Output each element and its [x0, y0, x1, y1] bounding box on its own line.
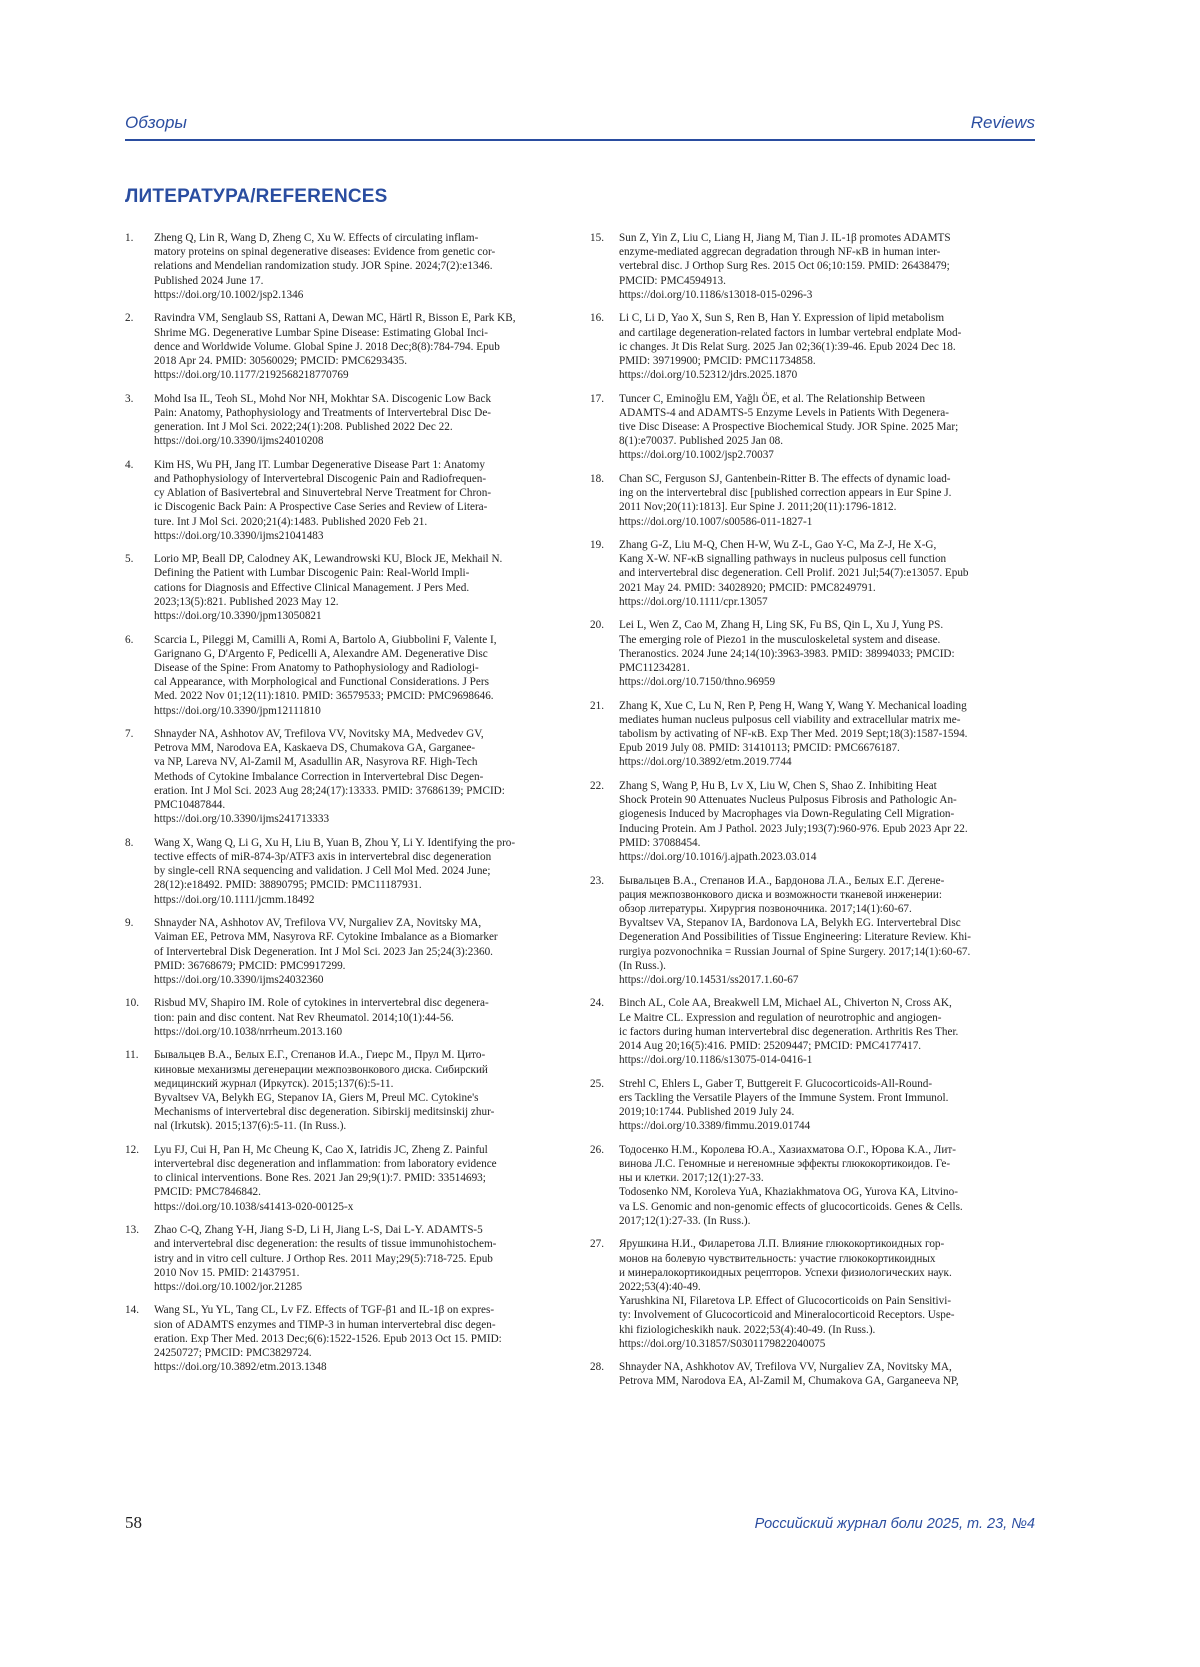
reference-line: Zhang K, Xue C, Lu N, Ren P, Peng H, Wang Y, Wang Y. Mechanical loading: [619, 699, 967, 712]
reference-line: to clinical interventions. Bone Res. 2021 Jan 29;9(1):7. PMID: 33514693;: [154, 1172, 486, 1185]
reference-line: https://doi.org/10.3390/ijms21041483: [154, 529, 324, 542]
reference-number: 10.: [125, 997, 139, 1010]
reference-line: Med. 2022 Nov 01;12(11):1810. PMID: 36579533; PMCID: PMC9698646.: [154, 690, 494, 703]
reference-line: Kim HS, Wu PH, Jang IT. Lumbar Degenerative Disease Part 1: Anatomy: [154, 458, 485, 471]
reference-line: khi fiziologicheskikh nauk. 2022;53(4):40-49. (In Russ.).: [619, 1323, 876, 1336]
reference-text: [154, 311, 570, 382]
reference-line: https://doi.org/10.3390/ijms24032360: [154, 973, 324, 986]
reference-item: [590, 1237, 1035, 1351]
reference-number: 15.: [590, 232, 604, 244]
reference-line: https://doi.org/10.31857/S0301179822040075: [619, 1337, 826, 1350]
reference-line: nal (Irkutsk). 2015;137(6):5-11. (In Russ.).: [154, 1120, 347, 1133]
reference-line: PMID: 36768679; PMCID: PMC9917299.: [154, 959, 346, 972]
reference-number: 2.: [125, 312, 134, 325]
reference-text: [619, 1237, 1035, 1351]
reference-line: и минералокортикоидных рецепторов. Успехи физиологических наук.: [619, 1266, 952, 1279]
reference-line: intervertebral disc degeneration and inflammation: from laboratory evidence: [154, 1158, 497, 1171]
reference-number: 3.: [125, 392, 134, 405]
reference-line: generation. Int J Mol Sci. 2022;24(1):208. Published 2022 Dec 22.: [154, 421, 453, 434]
reference-text: [619, 538, 1035, 609]
references-heading: ЛИТЕРАТУРА/REFERENCES: [125, 186, 388, 207]
reference-text: [619, 874, 1035, 988]
reference-text: [619, 1360, 1035, 1388]
reference-line: Theranostics. 2024 June 24;14(10):3963-3983. PMID: 38994033; PMCID:: [619, 647, 955, 660]
reference-line: Chan SC, Ferguson SJ, Gantenbein-Ritter B. The effects of dynamic load-: [619, 472, 951, 485]
reference-line: and Pathophysiology of Intervertebral Discogenic Pain and Radiofrequen-: [154, 472, 487, 485]
reference-line: https://doi.org/10.7150/thno.96959: [619, 676, 776, 689]
reference-item: [125, 1303, 570, 1374]
reference-item: [125, 392, 570, 449]
reference-line: https://doi.org/10.3390/jpm12111810: [154, 704, 321, 717]
reference-line: 2014 Aug 20;16(5):416. PMID: 25209447; PMCID: PMC4177417.: [619, 1040, 922, 1053]
reference-number: 11.: [125, 1049, 139, 1062]
reference-number: 17.: [590, 392, 604, 405]
section-label-en: Reviews: [970, 113, 1035, 132]
reference-line: Lyu FJ, Cui H, Pan H, Mc Cheung K, Cao X, Iatridis JC, Zheng Z. Painful: [154, 1143, 488, 1156]
reference-line: винова Л.С. Геномные и негеномные эффекты глюкокортикоидов. Ге-: [619, 1158, 951, 1171]
reference-text: [619, 1143, 1035, 1228]
reference-line: Shnayder NA, Ashhotov AV, Trefilova VV, Novitsky MA, Medvedev GV,: [154, 728, 484, 741]
reference-line: https://doi.org/10.52312/jdrs.2025.1870: [619, 369, 798, 382]
reference-line: https://doi.org/10.3390/jpm13050821: [154, 610, 322, 623]
reference-line: 2023;13(5):821. Published 2023 May 12.: [154, 595, 339, 608]
reference-line: Zhang S, Wang P, Hu B, Lv X, Liu W, Chen S, Shao Z. Inhibiting Heat: [619, 779, 937, 792]
reference-text: [619, 472, 1035, 529]
reference-line: Zhang G-Z, Liu M-Q, Chen H-W, Wu Z-L, Gao Y-C, Ma Z-J, He X-G,: [619, 539, 937, 552]
reference-line: Le Maitre CL. Expression and regulation of neurotrophic and angiogen-: [619, 1011, 942, 1024]
reference-line: Degeneration And Possibilities of Tissue Engineering: Literature Review. Khi-: [619, 931, 971, 944]
reference-line: Epub 2019 July 08. PMID: 31410113; PMCID: PMC6676187.: [619, 742, 900, 755]
reference-text: [154, 1048, 570, 1133]
page-footer: [125, 1513, 1035, 1533]
reference-line: eration. Exp Ther Med. 2013 Dec;6(6):1522-1526. Epub 2013 Oct 15. PMID:: [154, 1332, 502, 1345]
reference-line: cations for Diagnosis and Effective Clinical Management. J Pers Med.: [154, 581, 470, 594]
reference-line: Pain: Anatomy, Pathophysiology and Treatments of Intervertebral Disc De-: [154, 406, 492, 419]
reference-line: https://doi.org/10.1007/s00586-011-1827-1: [619, 515, 813, 528]
reference-line: Zhao C-Q, Zhang Y-H, Jiang S-D, Li H, Jiang L-S, Dai L-Y. ADAMTS-5: [154, 1224, 483, 1237]
reference-text: [619, 392, 1035, 463]
reference-number: 19.: [590, 539, 604, 552]
reference-line: cal Appearance, with Morphological and Functional Considerations. J Pers: [154, 676, 489, 689]
reference-line: tective effects of miR-874-3p/ATF3 axis in intervertebral disc degeneration: [154, 851, 492, 863]
reference-line: Zheng Q, Lin R, Wang D, Zheng C, Xu W. Effects of circulating inflam-: [154, 232, 479, 244]
reference-line: of Intervertebral Disk Degeneration. Int J Mol Sci. 2023 Jan 25;24(3):2360.: [154, 945, 493, 958]
reference-line: ture. Int J Mol Sci. 2020;21(4):1483. Published 2020 Feb 21.: [154, 515, 428, 528]
reference-line: Inducing Protein. Am J Pathol. 2023 July;193(7):960-976. Epub 2023 Apr 22.: [619, 822, 968, 835]
reference-text: [154, 727, 570, 826]
reference-line: (In Russ.).: [619, 959, 666, 972]
reference-line: Ravindra VM, Senglaub SS, Rattani A, Dewan MC, Härtl R, Bisson E, Park KB,: [154, 312, 516, 325]
reference-text: [154, 392, 570, 449]
reference-item: [590, 392, 1035, 463]
reference-line: https://doi.org/10.1038/nrrheum.2013.160: [154, 1025, 343, 1038]
reference-line: Shock Protein 90 Attenuates Nucleus Pulposus Fibrosis and Pathologic An-: [619, 794, 957, 807]
reference-line: Li C, Li D, Yao X, Sun S, Ren B, Han Y. Expression of lipid metabolism: [619, 312, 945, 325]
reference-line: 2022;53(4):40-49.: [619, 1280, 701, 1293]
reference-line: https://doi.org/10.14531/ss2017.1.60-67: [619, 973, 799, 986]
reference-item: [125, 916, 570, 987]
reference-line: PMC11234281.: [619, 661, 690, 674]
reference-line: Yarushkina NI, Filaretova LP. Effect of Glucocorticoids on Pain Sensitivi-: [619, 1295, 952, 1308]
reference-line: монов на болевую чувствительность: участие глюкокортикоидных: [619, 1252, 936, 1265]
reference-line: 2019;10:1744. Published 2019 July 24.: [619, 1106, 795, 1119]
reference-line: Wang SL, Yu YL, Tang CL, Lv FZ. Effects of TGF-β1 and IL-1β on expres-: [154, 1304, 495, 1317]
reference-line: Shnayder NA, Ashhotov AV, Trefilova VV, Nurgaliev ZA, Novitsky MA,: [154, 917, 482, 930]
reference-item: [125, 1223, 570, 1294]
reference-item: [590, 472, 1035, 529]
reference-line: https://doi.org/10.1111/jcmm.18492: [154, 893, 315, 906]
reference-text: [619, 311, 1035, 382]
reference-text: [154, 458, 570, 543]
reference-line: https://doi.org/10.1186/s13075-014-0416-1: [619, 1054, 813, 1067]
reference-item: [125, 458, 570, 543]
reference-line: киновые механизмы дегенерации межпозвонкового диска. Сибирский: [154, 1063, 488, 1076]
reference-number: 13.: [125, 1224, 139, 1237]
reference-line: обзор литературы. Хирургия позвоночника. 2017;14(1):60-67.: [619, 902, 912, 915]
reference-line: https://doi.org/10.3390/ijms24010208: [154, 435, 324, 448]
reference-line: PMCID: PMC7846842.: [154, 1186, 261, 1199]
reference-number: 24.: [590, 997, 604, 1010]
reference-text: [154, 231, 570, 302]
reference-line: 2010 Nov 15. PMID: 21437951.: [154, 1266, 300, 1279]
reference-number: 7.: [125, 728, 134, 741]
reference-line: https://doi.org/10.1016/j.ajpath.2023.03.014: [619, 851, 817, 863]
reference-line: PMC10487844.: [154, 799, 226, 812]
reference-line: and intervertebral disc degeneration. Cell Prolif. 2021 Jul;54(7):e13057. Epub: [619, 567, 969, 580]
reference-line: https://doi.org/10.3389/fimmu.2019.01744: [619, 1120, 811, 1133]
reference-line: https://doi.org/10.1186/s13018-015-0296-3: [619, 288, 813, 301]
reference-line: Scarcia L, Pileggi M, Camilli A, Romi A, Bartolo A, Giubbolini F, Valente I,: [154, 633, 497, 646]
reference-line: PMID: 39719900; PMCID: PMC11734858.: [619, 354, 816, 367]
reference-item: [125, 633, 570, 718]
reference-line: Strehl C, Ehlers L, Gaber T, Buttgereit F. Glucocorticoids-All-Round-: [619, 1077, 933, 1090]
reference-line: Lei L, Wen Z, Cao M, Zhang H, Ling SK, Fu BS, Qin L, Xu J, Yung PS.: [619, 619, 944, 632]
reference-number: 28.: [590, 1361, 604, 1374]
reference-text: [154, 1223, 570, 1294]
reference-line: enzyme-mediated aggrecan degradation through NF-κB in human inter-: [619, 246, 941, 259]
reference-line: Todosenko NM, Koroleva YuA, Khaziakhmatova OG, Yurova KA, Litvino-: [619, 1186, 958, 1199]
reference-item: [125, 1143, 570, 1214]
references-column-right: [590, 231, 1035, 1398]
reference-text: [619, 618, 1035, 689]
reference-number: 27.: [590, 1238, 604, 1251]
reference-line: https://doi.org/10.1111/cpr.13057: [619, 595, 768, 608]
reference-line: ers Tackling the Versatile Players of the Immune System. Front Immunol.: [619, 1091, 949, 1104]
reference-line: https://doi.org/10.3390/ijms241713333: [154, 813, 330, 826]
reference-number: 8.: [125, 836, 134, 849]
reference-line: Wang X, Wang Q, Li G, Xu H, Liu B, Yuan B, Zhou Y, Li Y. Identifying the pro-: [154, 836, 516, 849]
reference-line: dence and Worldwide Volume. Global Spine J. 2018 Dec;8(8):784-794. Epub: [154, 340, 500, 353]
reference-line: https://doi.org/10.1038/s41413-020-00125-x: [154, 1200, 354, 1213]
reference-item: [590, 996, 1035, 1067]
reference-number: 22.: [590, 779, 604, 792]
reference-line: mediates human nucleus pulposus cell viability and extracellular matrix me-: [619, 713, 961, 726]
reference-line: Тодосенко Н.М., Королева Ю.А., Хазиахматова О.Г., Юрова К.А., Лит-: [619, 1143, 956, 1156]
reference-number: 23.: [590, 874, 604, 887]
reference-line: 2011 Nov;20(11):1813]. Eur Spine J. 2011;20(11):1796-1812.: [619, 501, 897, 514]
reference-line: PMID: 37088454.: [619, 836, 701, 849]
reference-line: Published 2024 June 17.: [154, 274, 264, 287]
reference-item: [125, 1048, 570, 1133]
reference-line: https://doi.org/10.1002/jsp2.1346: [154, 288, 304, 301]
reference-line: sion of ADAMTS enzymes and TIMP-3 in human intervertebral disc degen-: [154, 1318, 496, 1331]
reference-item: [590, 618, 1035, 689]
reference-line: 2021 May 24. PMID: 34028920; PMCID: PMC8249791.: [619, 581, 876, 594]
reference-line: cy Ablation of Basivertebral and Sinuvertebral Nerve Treatment for Chron-: [154, 487, 492, 500]
reference-line: ing on the intervertebral disc [published correction appears in Eur Spine J.: [619, 487, 952, 500]
reference-line: 2017;12(1):27-33. (In Russ.).: [619, 1214, 751, 1227]
reference-number: 4.: [125, 458, 134, 471]
reference-line: tabolism by activating of NF-κB. Exp Ther Med. 2019 Sept;18(3):1587-1594.: [619, 728, 968, 741]
reference-line: PMCID: PMC4594913.: [619, 274, 726, 287]
reference-line: Mohd Isa IL, Teoh SL, Mohd Nor NH, Mokhtar SA. Discogenic Low Back: [154, 392, 492, 405]
reference-line: Petrova MM, Narodova EA, Al-Zamil M, Chumakova GA, Garganeeva NP,: [619, 1375, 959, 1388]
reference-text: [154, 916, 570, 987]
reference-text: [154, 552, 570, 623]
reference-line: Petrova MM, Narodova EA, Kaskaeva DS, Chumakova GA, Garganee-: [154, 742, 476, 755]
reference-line: and intervertebral disc degeneration: the results of tissue immunohistochem-: [154, 1238, 497, 1251]
reference-text: [154, 1303, 570, 1374]
reference-text: [154, 633, 570, 718]
reference-line: Byvaltsev VA, Stepanov IA, Bardonova LA, Belykh EG. Intervertebral Disc: [619, 917, 961, 930]
reference-line: relations and Mendelian randomization study. JOR Spine. 2024;7(2):e1346.: [154, 260, 493, 273]
reference-line: eration. Int J Mol Sci. 2023 Aug 28;24(17):13333. PMID: 37686139; PMCID:: [154, 784, 505, 797]
reference-text: [154, 1143, 570, 1214]
reference-line: Garignano G, D'Argento F, Pedicelli A, Alexandre AM. Degenerative Disc: [154, 647, 488, 660]
reference-item: [125, 727, 570, 826]
reference-line: Vaiman EE, Petrova MM, Nasyrova RF. Cytokine Imbalance as a Biomarker: [154, 931, 498, 944]
reference-line: matory proteins on spinal degenerative diseases: Evidence from genetic cor-: [154, 246, 496, 259]
reference-line: istry and in vitro cell culture. J Orthop Res. 2011 May;29(5):718-725. Epub: [154, 1252, 493, 1265]
reference-number: 26.: [590, 1143, 604, 1156]
reference-item: [590, 1143, 1035, 1228]
reference-line: https://doi.org/10.3892/etm.2013.1348: [154, 1361, 327, 1374]
reference-line: ic factors during human intervertebral disc degeneration. Arthritis Res Ther.: [619, 1025, 959, 1038]
reference-line: Бывальцев В.А., Белых Е.Г., Степанов И.А., Гиерс М., Прул М. Цито-: [154, 1049, 486, 1062]
reference-number: 9.: [125, 917, 134, 930]
reference-item: [590, 699, 1035, 770]
reference-line: Shrime MG. Degenerative Lumbar Spine Disease: Estimating Global Inci-: [154, 326, 488, 339]
reference-line: giogenesis Induced by Macrophages via Down-Regulating Cell Migration-: [619, 808, 955, 821]
reference-line: rurgiya pozvonochnika = Russian Journal of Spine Surgery. 2017;14(1):60-67.: [619, 945, 971, 958]
reference-line: vertebral disc. J Orthop Surg Res. 2015 Oct 06;10:159. PMID: 26438479;: [619, 260, 950, 273]
reference-line: https://doi.org/10.3892/etm.2019.7744: [619, 756, 792, 769]
reference-line: https://doi.org/10.1002/jsp2.70037: [619, 449, 774, 462]
reference-text: [154, 836, 570, 907]
reference-item: [125, 311, 570, 382]
reference-line: ic Discogenic Back Pain: A Prospective Case Series and Review of Litera-: [154, 501, 488, 514]
reference-number: 1.: [125, 232, 134, 244]
reference-line: ty: Involvement of Glucocorticoid and Mineralocorticoid Receptors. Uspe-: [619, 1309, 955, 1322]
reference-number: 21.: [590, 699, 604, 712]
reference-number: 6.: [125, 633, 134, 646]
reference-line: Mechanisms of intervertebral disc degeneration. Sibirskij meditsinskij zhur-: [154, 1106, 495, 1119]
reference-line: медицинский журнал (Иркутск). 2015;137(6):5-11.: [154, 1077, 394, 1090]
reference-line: Byvaltsev VA, Belykh EG, Stepanov IA, Giers M, Preul MC. Cytokine's: [154, 1091, 479, 1104]
reference-line: Methods of Cytokine Imbalance Correction in Intervertebral Disc Degen-: [154, 770, 484, 783]
reference-number: 5.: [125, 553, 134, 566]
reference-text: [619, 1077, 1035, 1134]
running-header: [125, 113, 1035, 141]
reference-item: [590, 779, 1035, 864]
reference-number: 12.: [125, 1143, 139, 1156]
reference-item: [590, 311, 1035, 382]
reference-line: Tuncer C, Eminoğlu EM, Yağlı ÖE, et al. The Relationship Between: [619, 392, 926, 405]
reference-line: Sun Z, Yin Z, Liu C, Liang H, Jiang M, Tian J. IL-1β promotes ADAMTS: [619, 232, 951, 244]
reference-item: [590, 874, 1035, 988]
reference-number: 20.: [590, 619, 604, 632]
reference-item: [125, 996, 570, 1039]
reference-line: Бывальцев В.А., Степанов И.А., Бардонова Л.А., Белых Е.Г. Дегене-: [619, 874, 945, 887]
reference-text: [619, 779, 1035, 864]
reference-line: and cartilage degeneration-related factors in lumbar vertebral endplate Mod-: [619, 326, 962, 339]
reference-line: ic changes. Jt Dis Relat Surg. 2025 Jan 02;36(1):39-46. Epub 2024 Dec 18.: [619, 340, 956, 353]
reference-line: va LS. Genomic and non-genomic effects of glucocorticoids. Genes & Cells.: [619, 1200, 963, 1213]
reference-item: [590, 1077, 1035, 1134]
reference-item: [590, 231, 1035, 302]
section-label: Обзоры: [125, 113, 187, 132]
reference-number: 18.: [590, 472, 604, 485]
reference-line: 28(12):e18492. PMID: 38890795; PMCID: PMC11187931.: [154, 879, 422, 892]
reference-line: Shnayder NA, Ashkhotov AV, Trefilova VV, Nurgaliev ZA, Novitsky MA,: [619, 1361, 952, 1374]
reference-line: Defining the Patient with Lumbar Discogenic Pain: Real-World Impli-: [154, 567, 470, 580]
reference-item: [125, 231, 570, 302]
reference-line: tion: pain and disc content. Nat Rev Rheumatol. 2014;10(1):44-56.: [154, 1011, 454, 1024]
reference-line: va NP, Lareva NV, Al-Zamil M, Asadullin AR, Nasyrova RF. High-Tech: [154, 756, 478, 769]
reference-line: 8(1):e70037. Published 2025 Jan 08.: [619, 435, 784, 448]
reference-line: tive Disc Disease: A Prospective Biochemical Study. JOR Spine. 2025 Mar;: [619, 421, 959, 434]
reference-line: Ярушкина Н.И., Филаретова Л.П. Влияние глюкокортикоидных гор-: [619, 1238, 945, 1251]
reference-line: ны и клетки. 2017;12(1):27-33.: [619, 1172, 764, 1185]
reference-item: [125, 836, 570, 907]
reference-line: Lorio MP, Beall DP, Calodney AK, Lewandrowski KU, Block JE, Mekhail N.: [154, 553, 503, 566]
reference-line: Kang X-W. NF-κB signalling pathways in nucleus pulposus cell function: [619, 553, 947, 566]
reference-text: [619, 699, 1035, 770]
reference-number: 16.: [590, 312, 604, 325]
reference-line: 24250727; PMCID: PMC3829724.: [154, 1347, 312, 1360]
reference-line: https://doi.org/10.1002/jor.21285: [154, 1280, 303, 1293]
reference-line: 2018 Apr 24. PMID: 30560029; PMCID: PMC6293435.: [154, 354, 407, 367]
reference-line: Risbud MV, Shapiro IM. Role of cytokines in intervertebral disc degenera-: [154, 997, 489, 1010]
reference-line: ADAMTS-4 and ADAMTS-5 Enzyme Levels in Patients With Degenera-: [619, 406, 949, 419]
reference-text: [619, 231, 1035, 302]
reference-text: [154, 996, 570, 1039]
reference-line: https://doi.org/10.1177/2192568218770769: [154, 369, 349, 382]
reference-line: The emerging role of Piezo1 in the musculoskeletal system and disease.: [619, 633, 941, 646]
journal-info: Российский журнал боли 2025, т. 23, №4: [754, 1516, 1035, 1532]
reference-text: [619, 996, 1035, 1067]
reference-line: Binch AL, Cole AA, Breakwell LM, Michael AL, Chiverton N, Cross AK,: [619, 997, 952, 1010]
reference-line: Disease of the Spine: From Anatomy to Pathophysiology and Radiologi-: [154, 661, 479, 674]
references-column-left: [125, 231, 570, 1384]
reference-item: [125, 552, 570, 623]
reference-line: рация межпозвонкового диска и возможности тканевой инженерии:: [619, 888, 942, 901]
reference-line: by single-cell RNA sequencing and validation. J Cell Mol Med. 2024 June;: [154, 865, 491, 878]
page-number: 58: [125, 1513, 142, 1532]
reference-item: [590, 538, 1035, 609]
reference-item: [590, 1360, 1035, 1388]
reference-number: 14.: [125, 1304, 139, 1317]
reference-number: 25.: [590, 1077, 604, 1090]
